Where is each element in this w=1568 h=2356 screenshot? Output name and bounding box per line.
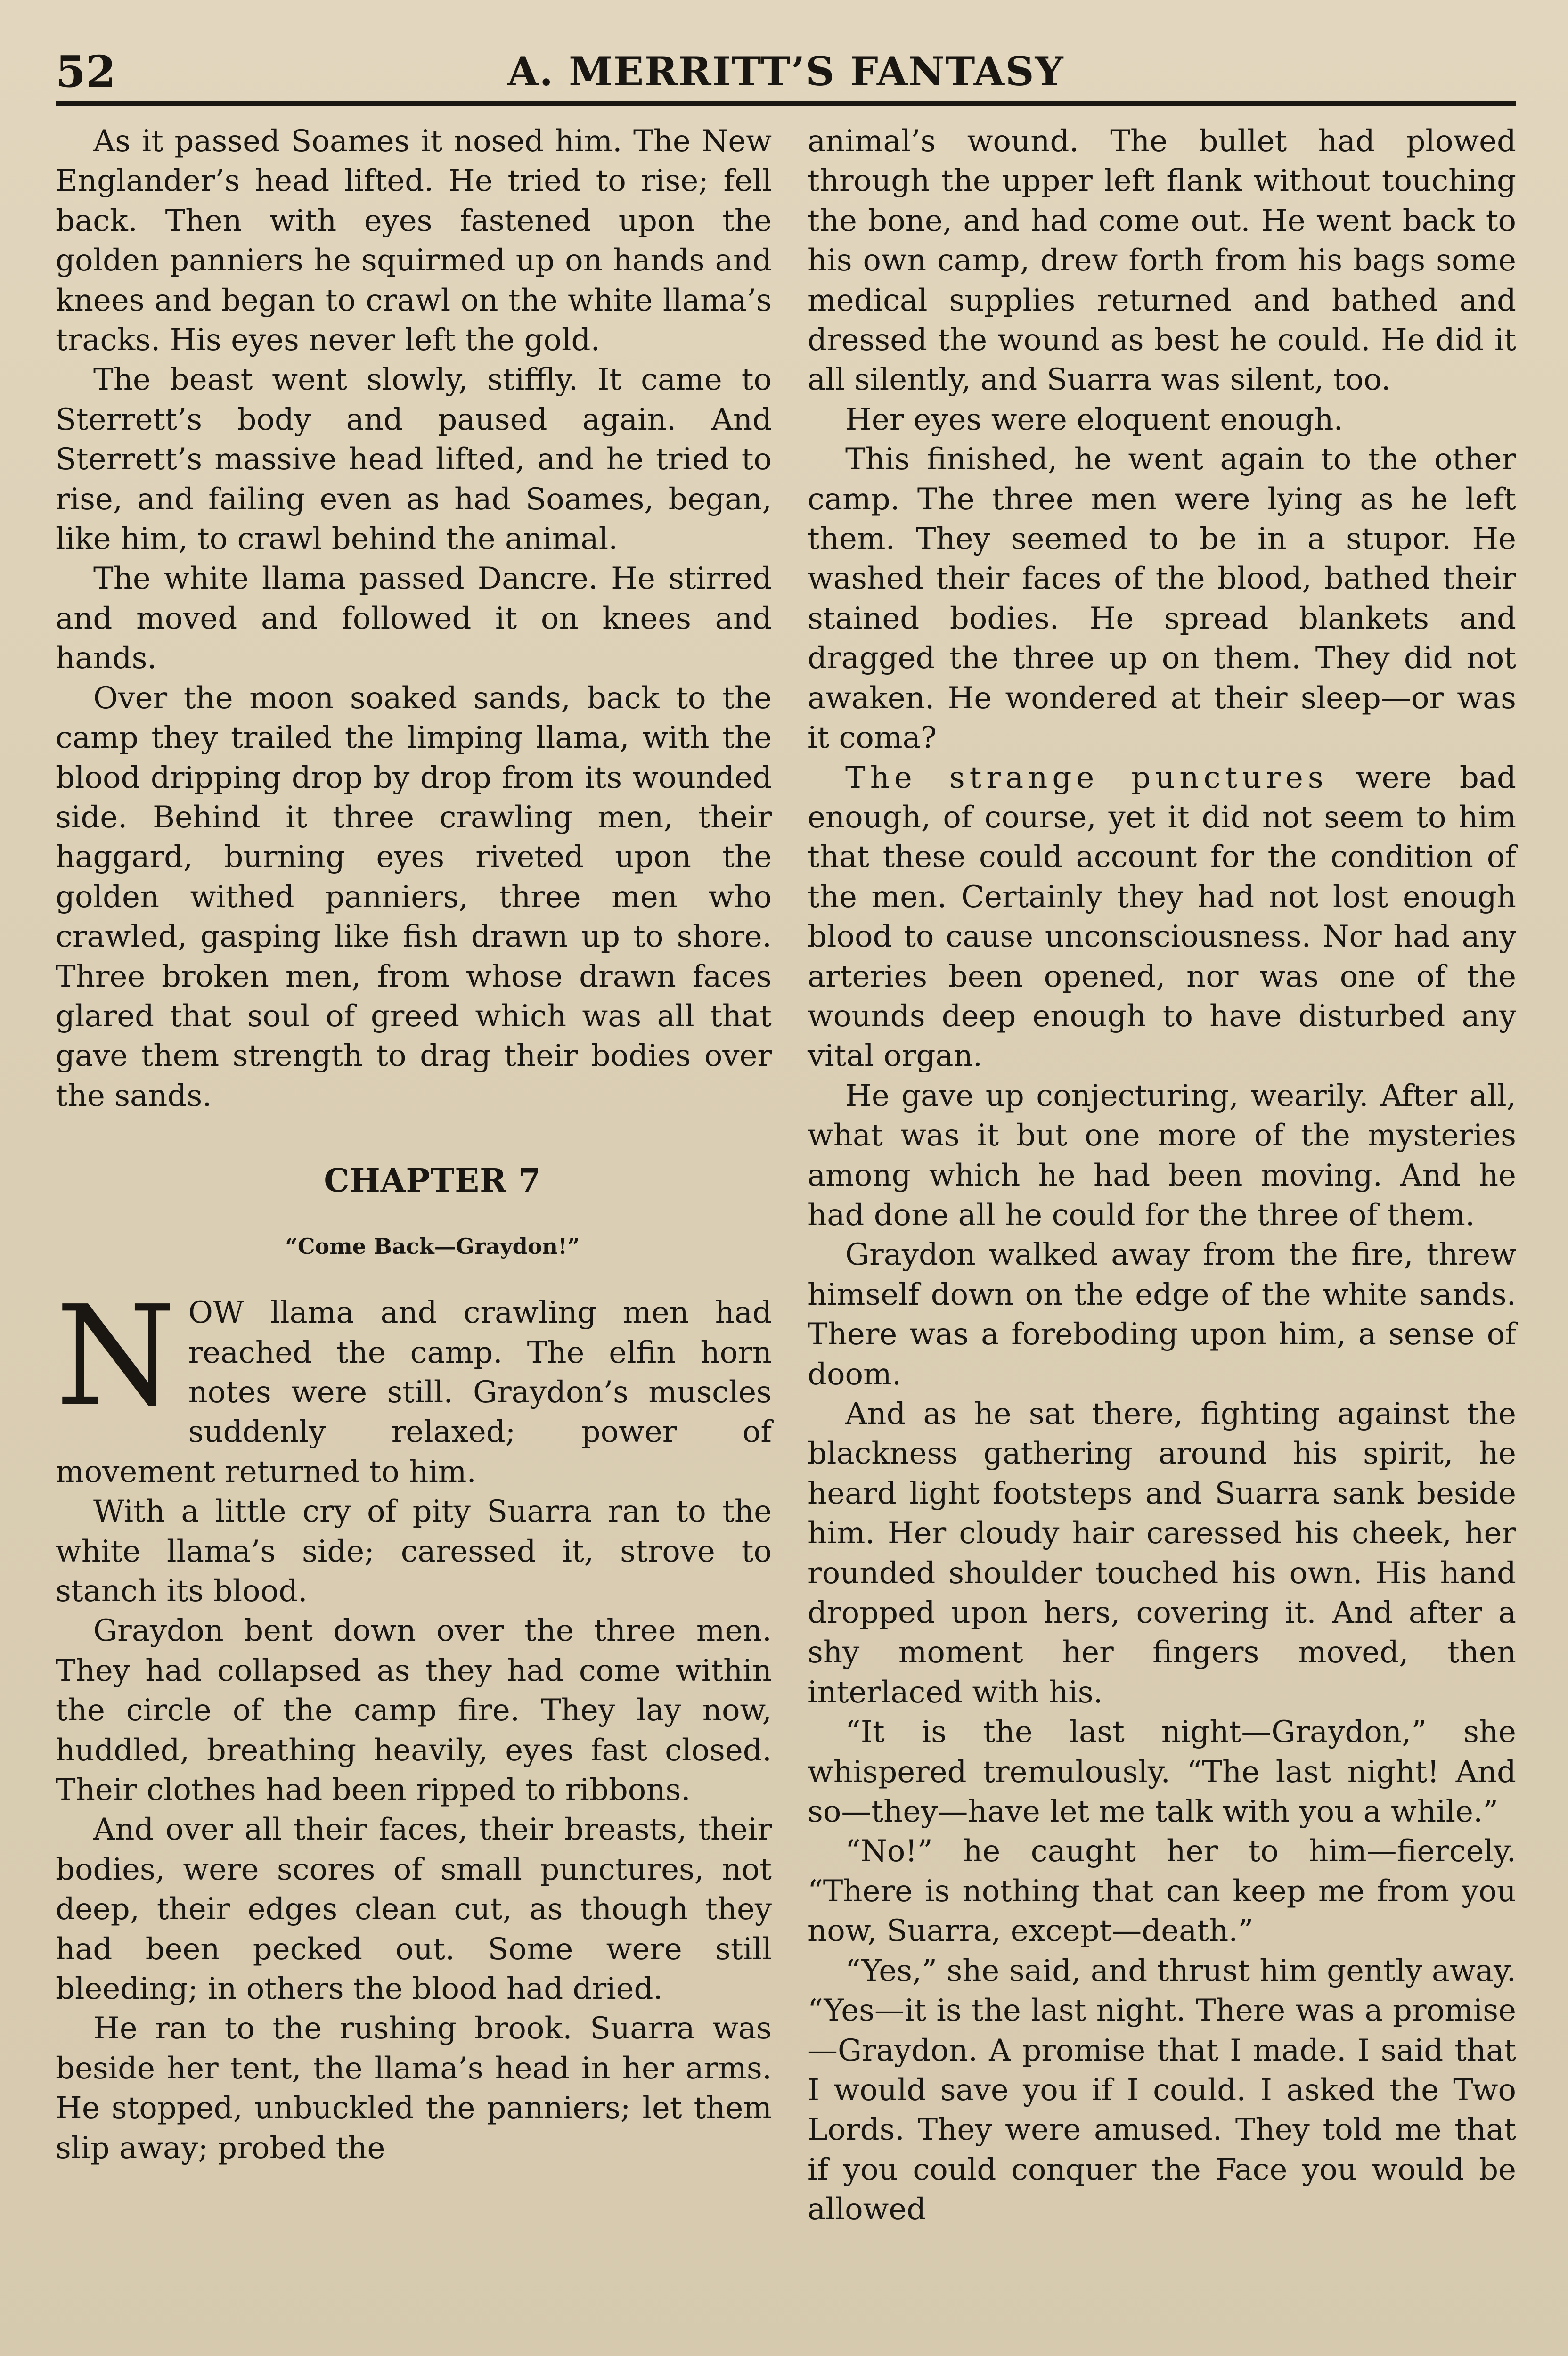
paragraph: He gave up conjecturing, wearily. After all, what was it but one more of the mysteries among which he had been moving. And he had done all he could for the three of them. xyxy=(808,1078,1516,1233)
opening-word: OW xyxy=(188,1295,244,1331)
opening-paragraph xyxy=(56,1276,772,1492)
header-rule xyxy=(56,101,1516,106)
paragraph: “It is the last night—Graydon,” she whispered tremulously. “The last night! And so—they—have let me talk with you a while.” xyxy=(808,1715,1516,1830)
paragraph: And over all their faces, their breasts, their bodies, were scores of small punctures, not deep, their edges clean cut, as though they had been pecked out. Some were still bleeding; in others the blood had dried. xyxy=(56,1812,772,2007)
letterspaced-phrase: The strange punctures xyxy=(845,760,1328,795)
paragraph: He ran to the rushing brook. Suarra was beside her tent, the llama’s head in her arms. He stopped, unbuckled the panniers; let them slip away; probed the xyxy=(56,2011,772,2166)
paragraph-text: were bad enough, of course, yet it did not seem to him that these could account for the condition of the men. Certainly they had not lost enough blood to cause unconsciousness. Nor had any arteries been opened, nor was one of the wounds deep enough to have disturbed any vital organ. xyxy=(808,760,1516,1074)
paragraph: With a little cry of pity Suarra ran to the white llama’s side; caressed it, strove to stanch its blood. xyxy=(56,1494,772,1609)
paragraph xyxy=(808,758,1516,1076)
paragraph: The white llama passed Dancre. He stirred and moved and followed it on knees and hands. xyxy=(56,561,772,676)
drop-cap: N xyxy=(56,1276,176,1437)
paragraph: The beast went slowly, stiffly. It came to Sterrett’s body and paused again. And Sterrett’s massive head lifted, and he tried to rise, and failing even as had Soames, began, like him, to crawl behind the animal. xyxy=(56,362,772,557)
chapter-title-block xyxy=(56,1116,772,1293)
paragraph: As it passed Soames it nosed him. The New Englander’s head lifted. He tried to rise; fell back. Then with eyes fastened upon the golden panniers he squirmed up on hands and knees and began to crawl on the white llama’s tracks. His eyes never left the gold. xyxy=(56,124,772,358)
page-number: 52 xyxy=(56,46,116,97)
paragraph-continued: animal’s wound. The bullet had plowed through the upper left flank without touching the bone, and had come out. He went back to his own camp, drew forth from his bags some medical supplies returned and bathed and dressed the wound as best he could. He did it all silently, and Suarra was silent, too. xyxy=(808,124,1516,398)
page-header xyxy=(56,43,1516,100)
right-column xyxy=(808,122,1516,2230)
paragraph: This finished, he went again to the other camp. The three men were lying as he left them. They seemed to be in a stupor. He washed their faces of the blood, bathed their stained bodies. He spread blankets and dragged the three up on them. They did not awaken. He wondered at their sleep—or was it coma? xyxy=(808,442,1516,756)
running-head: A. MERRITT’S FANTASY xyxy=(507,48,1064,95)
opening-text: llama and crawling men had reached the camp. The elfin horn notes were still. Graydon’s muscles suddenly relaxed; power of movement returned to him. xyxy=(56,1295,772,1489)
paragraph: Her eyes were eloquent enough. xyxy=(845,402,1343,437)
paragraph: “Yes,” she said, and thrust him gently away. “Yes—it is the last night. There was a promise—Graydon. A promise that I made. I said that I would save you if I could. I asked the Two Lords. They were amused. They told me that if you could conquer the Face you would be allowed xyxy=(808,1953,1516,2227)
left-column xyxy=(56,122,772,2168)
paragraph: Graydon bent down over the three men. They had collapsed as they had come within the circle of the camp fire. They lay now, huddled, breathing heavily, eyes fast closed. Their clothes had been ripped to ribbons. xyxy=(56,1613,772,1808)
chapter-subtitle: “Come Back—Graydon!” xyxy=(285,1234,580,1260)
paragraph: And as he sat there, fighting against the blackness gathering around his spirit, he heard light footsteps and Suarra sank beside him. Her cloudy hair caressed his cheek, her rounded shoulder touched his own. His hand dropped upon hers, covering it. And after a shy moment her fingers moved, then interlaced with his. xyxy=(808,1397,1516,1710)
paragraph: Graydon walked away from the fire, threw himself down on the edge of the white sands. There was a foreboding upon him, a sense of doom. xyxy=(808,1237,1516,1392)
paragraph: “No!” he caught her to him—fiercely. “There is nothing that can keep me from you now, Suarra, except—death.” xyxy=(808,1834,1516,1949)
chapter-heading: CHAPTER 7 xyxy=(324,1162,541,1200)
paragraph: Over the moon soaked sands, back to the camp they trailed the limping llama, with the blood dripping drop by drop from its wounded side. Behind it three crawling men, their haggard, burning eyes riveted upon the golden withed panniers, three men who crawled, gasping like fish drawn up to shore. Three broken men, from whose drawn faces glared that soul of greed which was all that gave them strength to drag their bodies over the sands. xyxy=(56,680,772,1113)
